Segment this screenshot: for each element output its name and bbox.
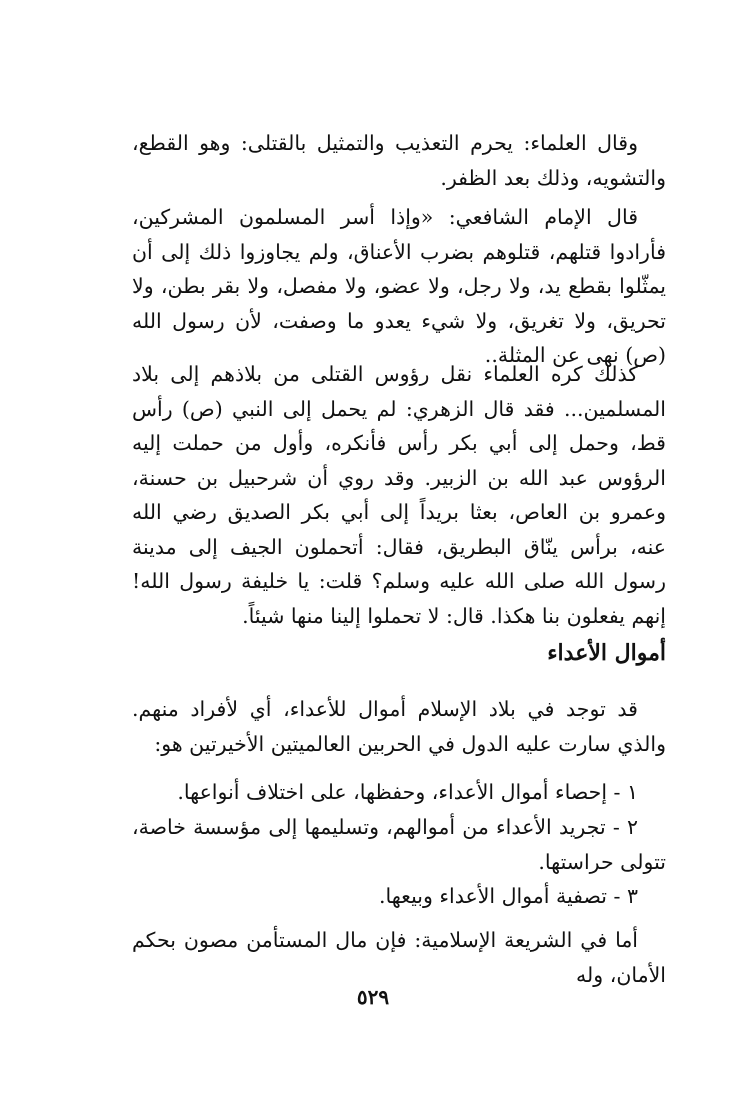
- paragraph-shafii-quote: قال الإمام الشافعي: «وإذا أسر المسلمون المشركين، فأرادوا قتلهم، قتلوهم بضرب الأعناق، ولم يجاوزوا ذلك إلى أن يمثّلوا بقطع يد، ولا رجل، ولا عضو، ولا مفصل، ولا بقر بطن، ولا تحريق، ولا تغريق، ولا شيء يعدو ما وصفت، لأن رسول الله (ص) نهى عن المثلة..: [132, 205, 666, 367]
- paragraph-islamic-law-opening: أما في الشريعة الإسلامية: فإن مال المستأمن مصون بحكم الأمان، وله: [132, 928, 666, 987]
- page-number: ٥٢٩: [356, 985, 390, 1009]
- paragraph-enemy-property-intro: قد توجد في بلاد الإسلام أموال للأعداء، أي لأفراد منهم. والذي سارت عليه الدول في الحربين العالميتين الأخيرتين هو:: [132, 697, 666, 756]
- list-item-2: ٢ - تجريد الأعداء من أموالهم، وتسليمها إلى مؤسسة خاصة، تتولى حراستها.: [132, 815, 666, 874]
- paragraph-heads-transport: كذلك كره العلماء نقل رؤوس القتلى من بلاذهم إلى بلاد المسلمين... فقد قال الزهري: لم يحمل إلى النبي (ص) رأس قط، وحمل إلى أبي بكر رأس فأنكره، وأول من حملت إليه الرؤوس عبد الله بن الزبير. وقد روي أن شرحبيل بن حسنة، وعمرو بن العاص، بعثا بريداً إلى أبي بكر الصديق رضي الله عنه، برأس ينّاق البطريق، فقال: أتحملون الجيف إلى مدينة رسول الله صلى الله عليه وسلم؟ قلت: يا خليفة رسول الله! إنهم يفعلون بنا هكذا. قال: لا تحملوا إلينا منها شيئاً.: [132, 362, 666, 628]
- list-item-3: ٣ - تصفية أموال الأعداء وبيعها.: [378, 884, 638, 908]
- paragraph-torture-prohibition: وقال العلماء: يحرم التعذيب والتمثيل بالقتلى: وهو القطع، والتشويه، وذلك بعد الظفر.: [132, 131, 666, 190]
- section-heading-enemy-property: أموال الأعداء: [547, 640, 666, 666]
- list-item-1: ١ - إحصاء أموال الأعداء، وحفظها، على اختلاف أنواعها.: [177, 780, 638, 804]
